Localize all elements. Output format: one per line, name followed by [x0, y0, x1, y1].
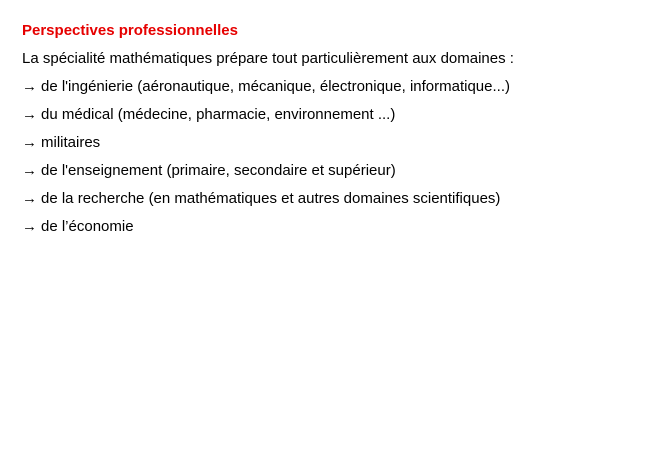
list-item — [22, 218, 662, 236]
list-item — [22, 106, 662, 124]
list-item — [22, 190, 662, 208]
intro-text: La spécialité mathématiques prépare tout particulièrement aux domaines : — [22, 50, 514, 67]
list-item-text: de l'enseignement (primaire, secondaire et supérieur) — [41, 162, 396, 179]
document-page — [22, 22, 662, 236]
list-item-text: du médical (médecine, pharmacie, environnement ...) — [41, 106, 396, 123]
right-arrow-icon: → — [22, 218, 37, 235]
list-item — [22, 134, 662, 152]
list-item-text: de la recherche (en mathématiques et autres domaines scientifiques) — [41, 190, 501, 207]
list-item — [22, 78, 662, 96]
right-arrow-icon: → — [22, 134, 37, 151]
list-item-text: de l’économie — [41, 218, 134, 235]
right-arrow-icon: → — [22, 78, 37, 95]
right-arrow-icon: → — [22, 162, 37, 179]
right-arrow-icon: → — [22, 106, 37, 123]
list-item-text: de l'ingénierie (aéronautique, mécanique, électronique, informatique...) — [41, 78, 510, 95]
section-title: Perspectives professionnelles — [22, 22, 238, 39]
domain-list — [22, 78, 662, 236]
list-item-text: militaires — [41, 134, 101, 151]
list-item — [22, 162, 662, 180]
right-arrow-icon: → — [22, 190, 37, 207]
